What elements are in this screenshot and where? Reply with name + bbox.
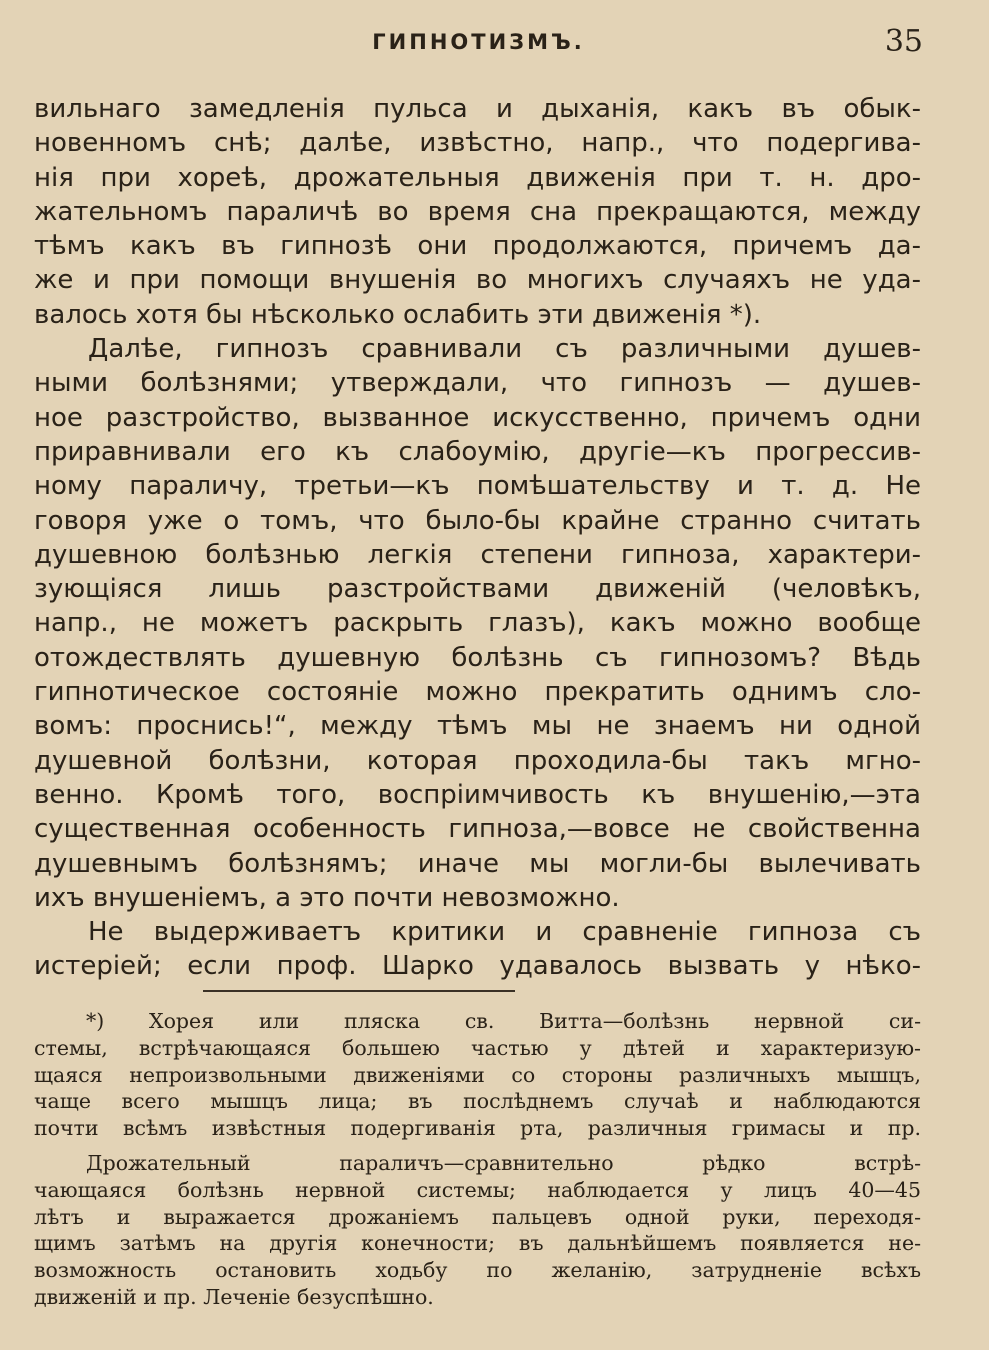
- footnote-line: возможность остановить ходьбу по желанію, затрудненіе всѣхъ: [34, 1258, 921, 1283]
- text-line: говоря уже о томъ, что было-бы крайне странно считать: [34, 505, 921, 536]
- footnote-line: почти всѣмъ извѣстныя подергиванія рта, различныя гримасы и пр.: [34, 1116, 921, 1141]
- text-line: душевной болѣзни, которая проходила-бы такъ мгно-: [34, 745, 921, 776]
- text-line: зующіяся лишь разстройствами движеній (человѣкъ,: [34, 574, 921, 605]
- text-line: приравнивали его къ слабоумію, другіе—къ прогрессив-: [34, 436, 921, 467]
- text-line: душевнымъ болѣзнямъ; иначе мы могли-бы вылечивать: [34, 848, 921, 879]
- text-line: валось хотя бы нѣсколько ослабить эти движенія *).: [34, 299, 762, 330]
- footnotes: [34, 1008, 921, 1311]
- paragraph-start-line: Не выдерживаетъ критики и сравненіе гипноза съ: [88, 917, 921, 948]
- text-line: тѣмъ какъ въ гипнозѣ они продолжаются, причемъ да-: [34, 231, 921, 262]
- text-line: жательномъ параличѣ во время сна прекращаются, между: [34, 196, 921, 227]
- text-line: венно. Кромѣ того, воспріимчивость къ внушенію,—эта: [34, 779, 921, 810]
- text-line: же и при помощи внушенія во многихъ случаяхъ не уда-: [34, 265, 921, 296]
- text-line: вильнаго замедленія пульса и дыханія, какъ въ обык-: [34, 94, 921, 124]
- page-number: 35: [884, 24, 923, 59]
- text-line: душевною болѣзнью легкія степени гипноза, характери-: [34, 539, 921, 570]
- text-line: истеріей; если проф. Шарко удавалось вызвать у нѣко-: [34, 951, 921, 982]
- text-line: вомъ: проснись!“, между тѣмъ мы не знаемъ ни одной: [34, 711, 921, 742]
- text-line: существенная особенность гипноза,—вовсе не свойственна: [34, 814, 921, 845]
- footnote-line: *) Хорея или пляска св. Витта—болѣзнь нервной си-: [86, 1009, 921, 1033]
- footnote-line: чающаяся болѣзнь нервной системы; наблюдается у лицъ 40—45: [34, 1177, 921, 1202]
- main-text: [34, 92, 921, 984]
- footnote-divider: [203, 990, 515, 992]
- footnote-line: Дрожательный параличъ—сравнительно рѣдко встрѣ-: [86, 1150, 921, 1175]
- text-line: отождествлять душевную болѣзнь съ гипнозомъ? Вѣдь: [34, 642, 921, 673]
- footnote-line: стемы, встрѣчающаяся большею частью у дѣтей и характеризую-: [34, 1035, 921, 1060]
- footnote-line: щаяся непроизвольными движеніями со стороны различныхъ мышцъ,: [34, 1062, 921, 1087]
- text-line: ное разстройство, вызванное искусственно, причемъ одни: [34, 402, 921, 433]
- text-line: гипнотическое состояніе можно прекратить однимъ сло-: [34, 677, 921, 708]
- running-title: ГИПНОТИЗМЪ.: [372, 30, 585, 54]
- footnote-line: щимъ затѣмъ на другія конечности; въ дальнѣйшемъ появляется не-: [34, 1231, 921, 1256]
- running-head: [34, 22, 923, 62]
- footnote-line: чаще всего мышцъ лица; въ послѣднемъ случаѣ и наблюдаются: [34, 1089, 921, 1114]
- text-line: нія при хореѣ, дрожательныя движенія при т. н. дро-: [34, 162, 921, 193]
- text-line: новенномъ снѣ; далѣе, извѣстно, напр., что подергива-: [34, 128, 921, 159]
- footnote-line: движеній и пр. Леченіе безуспѣшно.: [34, 1284, 434, 1309]
- text-line: ихъ внушеніемъ, а это почти невозможно.: [34, 882, 620, 913]
- footnote-line: лѣтъ и выражается дрожаніемъ пальцевъ одной руки, переходя-: [34, 1204, 921, 1229]
- text-line: ными болѣзнями; утверждали, что гипнозъ — душев-: [34, 368, 921, 399]
- text-line: ному параличу, третьи—къ помѣшательству и т. д. Не: [34, 471, 921, 502]
- paragraph-start-line: Далѣе, гипнозъ сравнивали съ различными душев-: [88, 334, 921, 365]
- text-line: напр., не можетъ раскрыть глазъ), какъ можно вообще: [34, 608, 921, 639]
